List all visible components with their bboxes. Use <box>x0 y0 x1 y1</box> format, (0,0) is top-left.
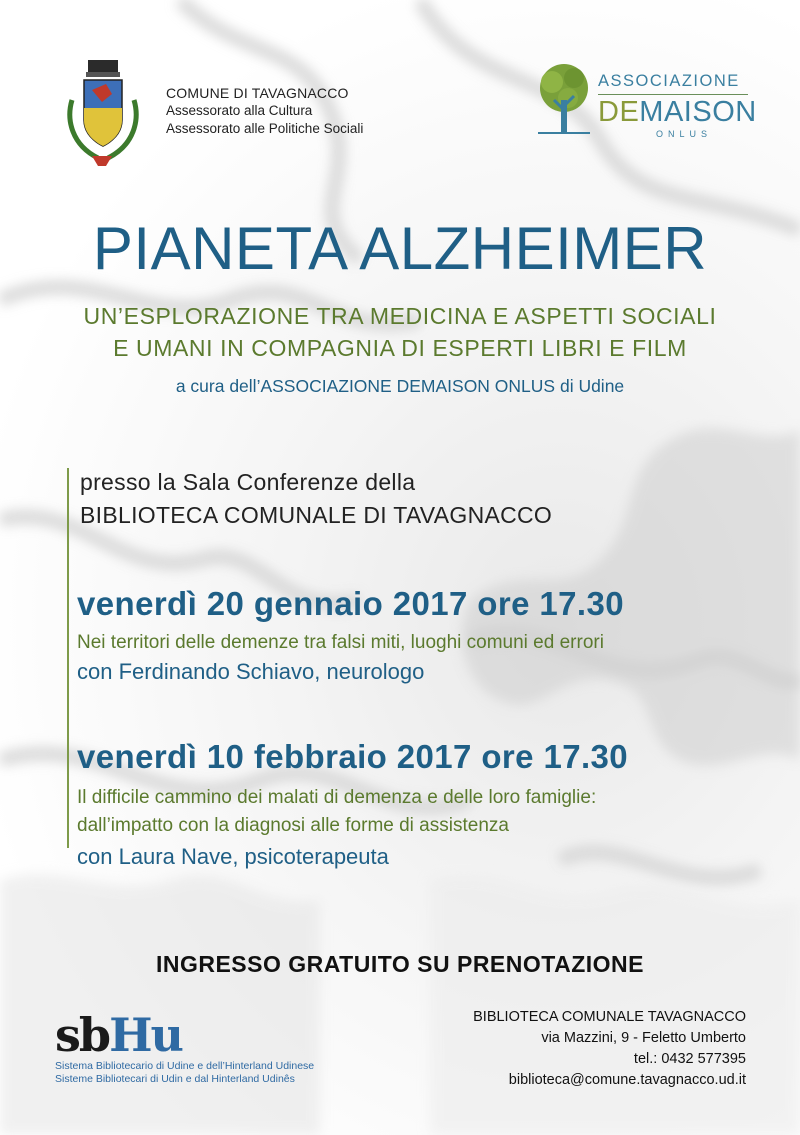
subtitle <box>0 300 800 364</box>
contact-name: BIBLIOTECA COMUNALE TAVAGNACCO <box>473 1009 746 1025</box>
assoc-name-maison: MAISON <box>639 96 757 128</box>
contact-address: via Mazzini, 9 - Feletto Umberto <box>541 1030 746 1046</box>
ingresso-notice: INGRESSO GRATUITO SU PRENOTAZIONE <box>155 951 645 977</box>
sbhu-line1: Sistema Bibliotecario di Udine e dell’Hinterland Udinese <box>55 1060 315 1072</box>
sbhu-mark <box>55 1008 182 1062</box>
subtitle-line1: UN’ESPLORAZIONE TRA MEDICINA E ASPETTI SOCIALI <box>83 303 717 329</box>
event-1-description: Nei territori delle demenze tra falsi miti, luoghi comuni ed errori <box>77 632 604 653</box>
sbhu-logo <box>55 1008 385 1098</box>
event-2-description-line2: dall’impatto con la diagnosi alle forme di assistenza <box>77 815 509 836</box>
venue-line2: BIBLIOTECA COMUNALE DI TAVAGNACCO <box>80 502 553 528</box>
assessorato-cultura: Assessorato alla Cultura <box>166 103 313 118</box>
contact-phone: tel.: 0432 577395 <box>633 1051 746 1067</box>
associazione-demaison-logo <box>534 60 757 140</box>
comune-name: COMUNE DI TAVAGNACCO <box>166 85 349 101</box>
tree-icon <box>534 60 594 140</box>
comune-crest-icon <box>62 60 142 168</box>
assoc-name-de: DE <box>598 96 640 128</box>
event-2-description-line1: Il difficile cammino dei malati di demenza e delle loro famiglie: <box>77 787 597 808</box>
sbhu-mark-sb: sb <box>55 1008 110 1062</box>
event-2-date: venerdì 10 febbraio 2017 ore 17.30 <box>77 738 629 775</box>
sbhu-line2: Sisteme Bibliotecari di Udin e dal Hinterland Udinês <box>55 1073 295 1085</box>
event-1-date: venerdì 20 gennaio 2017 ore 17.30 <box>77 585 624 622</box>
subtitle-line2: E UMANI IN COMPAGNIA DI ESPERTI LIBRI E FILM <box>113 335 687 361</box>
contact-block <box>473 1007 746 1091</box>
venue-line1: presso la Sala Conferenze della <box>80 469 416 495</box>
assoc-onlus: ONLUS <box>656 129 713 139</box>
assessorato-sociali: Assessorato alle Politiche Sociali <box>166 121 364 136</box>
event-2-speaker: con Laura Nave, psicoterapeuta <box>77 844 389 869</box>
venue-block <box>80 466 552 532</box>
contact-email[interactable]: biblioteca@comune.tavagnacco.ud.it <box>508 1072 746 1088</box>
event-1-speaker: con Ferdinando Schiavo, neurologo <box>77 659 425 684</box>
comune-header <box>166 84 363 138</box>
main-title: PIANETA ALZHEIMER <box>92 215 708 282</box>
assoc-divider <box>598 94 748 95</box>
sbhu-mark-hu: Hu <box>109 1008 182 1062</box>
curator-line: a cura dell’ASSOCIAZIONE DEMAISON ONLUS di Udine <box>175 376 625 396</box>
event-1 <box>77 585 624 685</box>
assoc-name-line2 <box>598 96 757 129</box>
event-2 <box>77 738 628 870</box>
assoc-name-line1: ASSOCIAZIONE <box>598 72 740 90</box>
accent-vertical-rule <box>67 468 69 848</box>
